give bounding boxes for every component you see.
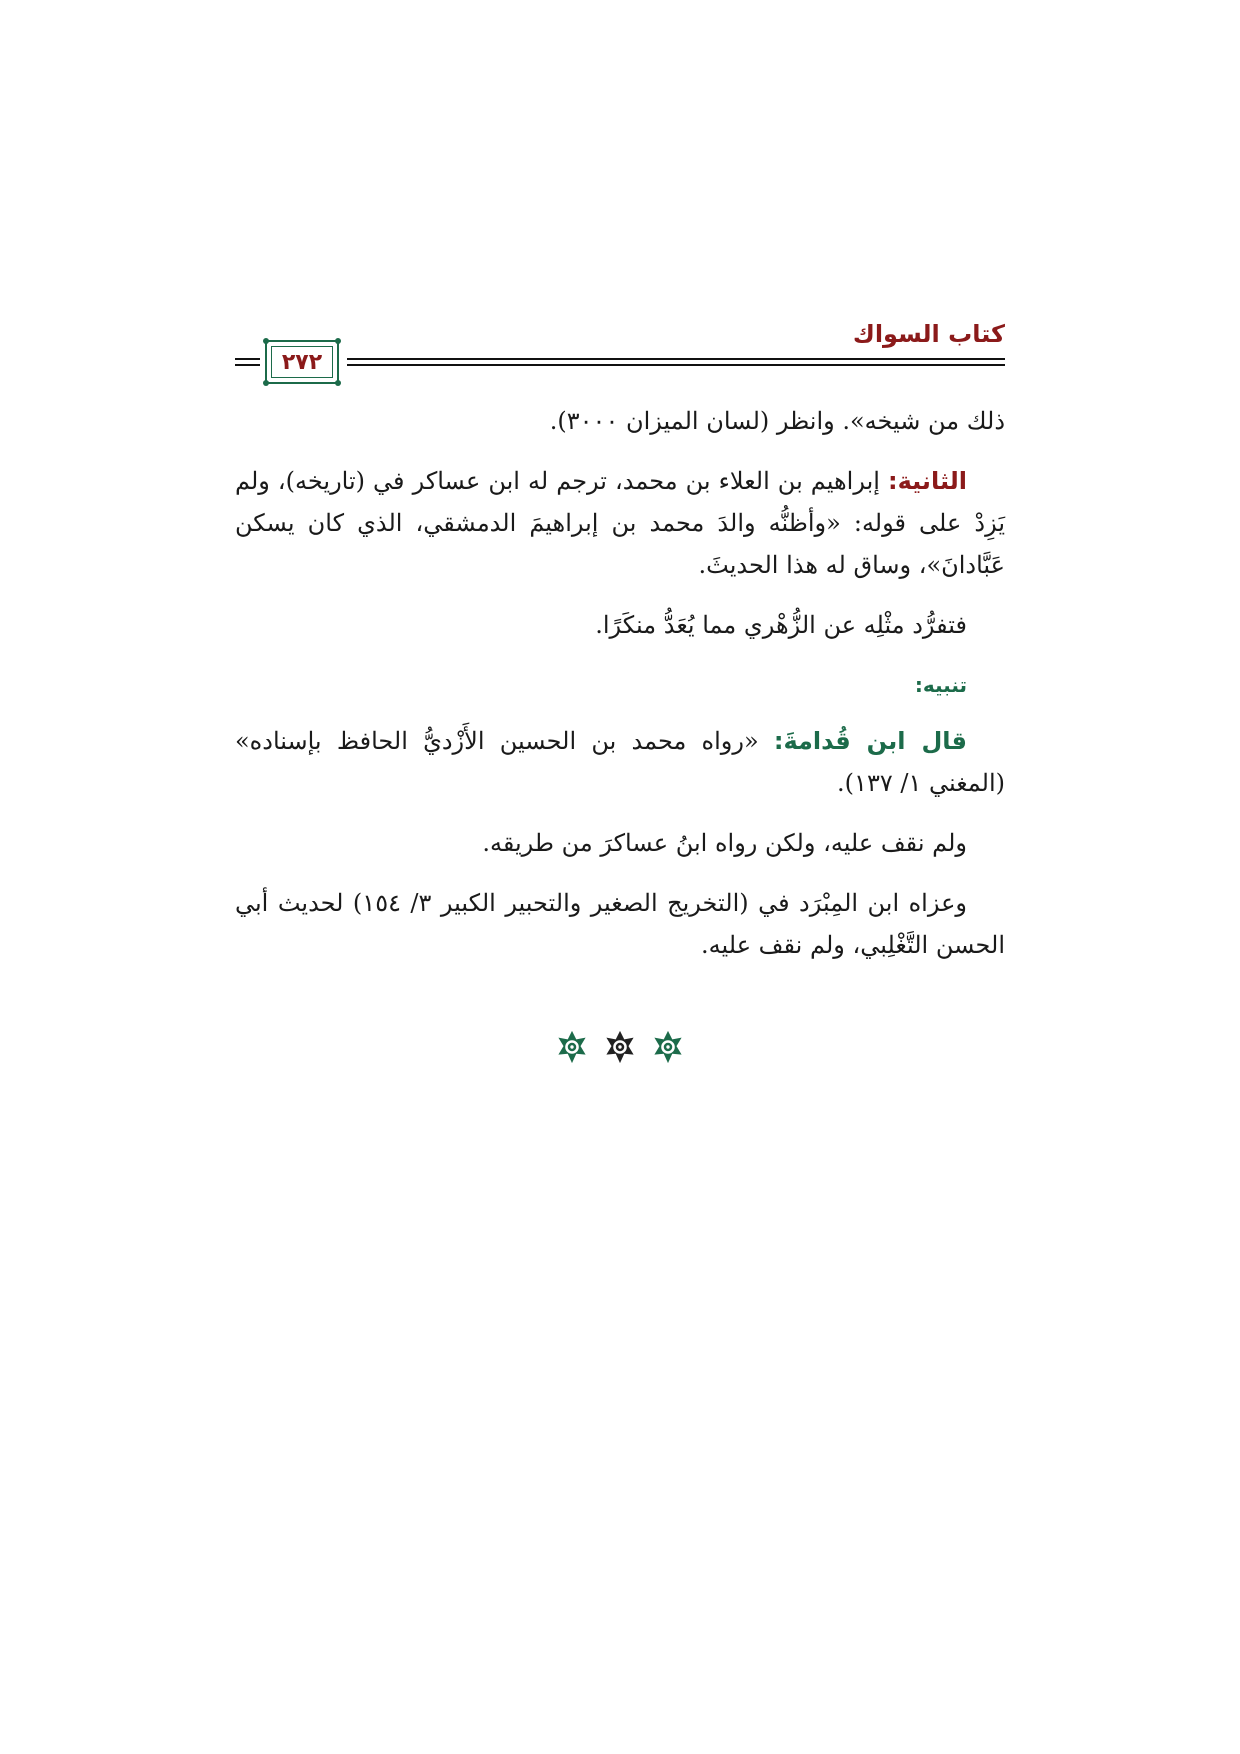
page-header: [235, 300, 1005, 390]
page-number: ٢٧٢: [281, 349, 323, 375]
paragraph-lead: الثانية:: [887, 467, 967, 495]
paragraph: فتفرُّد مثْلِه عن الزُّهْري مما يُعَدُّ منكَرًا.: [595, 611, 967, 639]
divider: [347, 364, 1005, 366]
paragraph-text: «رواه محمد بن الحسين الأَزْديُّ الحافظ بإسناده» (المغني ١/ ١٣٧).: [235, 727, 1005, 797]
paragraph-text: إبراهيم بن العلاء بن محمد، ترجم له ابن عساكر في (تاريخه)، ولم يَزِدْ على قوله: «وأظنُّه والدَ محمد بن إبراهيمَ الدمشقي، الذي كان يسكن عَبَّادانَ»، وساق له هذا الحديثَ.: [235, 467, 1005, 579]
divider: [347, 358, 1005, 360]
page: [235, 300, 1005, 1600]
paragraph: ذلك من شيخه». وانظر (لسان الميزان ٣٠٠٠).: [549, 407, 1005, 435]
section-end-ornaments: [235, 1030, 1005, 1064]
paragraph: ولم نقف عليه، ولكن رواه ابنُ عساكرَ من طريقه.: [482, 829, 967, 857]
floral-star-icon: [555, 1030, 589, 1064]
header-rule: [235, 358, 1005, 368]
book-title: كتاب السواك: [852, 320, 1005, 348]
paragraph: [235, 460, 1005, 586]
frame-corner-icon: [335, 338, 341, 344]
paragraph-lead: قال ابن قُدامةَ:: [773, 727, 967, 755]
section-heading: تنبيه:: [914, 673, 967, 697]
body-text: [235, 400, 1005, 984]
page-number-frame: [265, 340, 339, 384]
divider: [235, 364, 260, 366]
floral-star-icon: [651, 1030, 685, 1064]
frame-corner-icon: [335, 380, 341, 386]
divider: [235, 358, 260, 360]
paragraph: وعزاه ابن المِبْرَد في (التخريج الصغير والتحبير الكبير ٣/ ١٥٤) لحديث أبي الحسن التَّغْلِبي، ولم نقف عليه.: [235, 889, 1005, 959]
frame-corner-icon: [263, 380, 269, 386]
floral-star-icon: [603, 1030, 637, 1064]
paragraph: [235, 720, 1005, 804]
frame-corner-icon: [263, 338, 269, 344]
